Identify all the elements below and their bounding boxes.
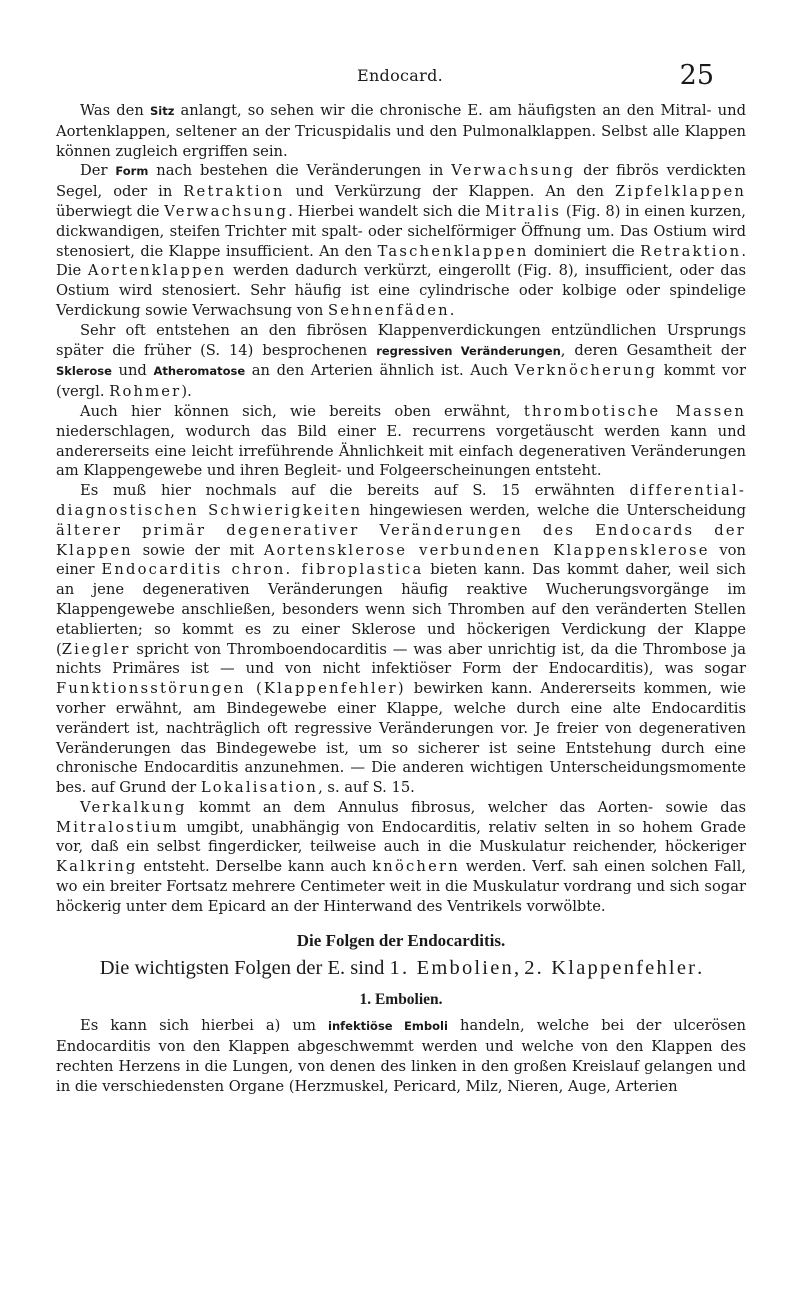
spaced-term: Verwachsung xyxy=(164,202,289,220)
text-run: . xyxy=(697,957,703,980)
text-run: der fibrös verdickten Segel, oder in xyxy=(56,162,746,201)
spaced-term: Aortenklappen xyxy=(87,262,227,280)
paragraph-differential xyxy=(56,481,746,798)
text-run: dominiert die xyxy=(528,242,641,260)
text-run: hingewiesen werden, welche die Unterscheidung xyxy=(362,501,746,519)
text-run: Es kann sich hierbei a) um xyxy=(80,1017,329,1035)
spaced-term: Kalkring xyxy=(56,858,138,876)
text-run: Die wichtigsten Folgen der E. sind xyxy=(99,957,390,980)
text-run: bewirken kann. Andererseits kommen, wie vorher erwähnt, am Bindegewebe einer Klappe, welche durch eine alte Endocarditis verändert ist, nachträglich oft regressive Veränderungen vor. Je freier von degenerativen Veränderungen das Bindegewebe ist, um so sicherer ist seine Entstehung durch eine chronische Endocarditis anzunehmen. — Die anderen wichtigen Unterscheidungsmomente bes. auf Grund der xyxy=(56,680,746,797)
spaced-term: differential-diagnostischen Schwierigkeiten xyxy=(56,482,746,519)
text-run: umgibt, unabhängig von Endocarditis, relativ selten in so hohem Grade vor, daß ein selbst fingerdicker, teilweise auch in die Muskulatur reichender, höckeriger xyxy=(56,818,746,856)
spaced-term: älterer primär degenerativer Veränderungen des Endocards der Klappen xyxy=(56,521,746,559)
spaced-term: Lokalisation xyxy=(200,779,319,797)
bold-term: regressiven Veränderungen xyxy=(376,343,561,358)
text-run: entsteht. Derselbe kann auch xyxy=(137,858,373,876)
spaced-term: knöchern xyxy=(372,858,460,876)
bold-term: Form xyxy=(115,164,149,179)
section-heading: Die Folgen der Endocarditis. xyxy=(296,930,506,950)
paragraph-embolien xyxy=(56,1016,746,1096)
text-run: , xyxy=(513,957,525,980)
spaced-term: Ziegler xyxy=(61,640,131,658)
spaced-term: Rohmer xyxy=(109,383,182,401)
text-run: . Hierbei wandelt sich die xyxy=(288,202,486,220)
spaced-term: Aortensklerose verbundenen Klappensklerose xyxy=(263,541,710,559)
spaced-term: Zipfelklappen xyxy=(614,183,746,201)
text-run: . Die xyxy=(56,242,746,280)
text-run: anlangt, so sehen wir die chronische E. am häufigsten an den Mitral- und Aortenklappen, seltener an der Tricuspidalis und den Pulmonalklappen. Selbst alle Klappen können zugleich ergriffen sein. xyxy=(56,102,746,160)
text-run: Auch hier können sich, wie bereits oben erwähnt, xyxy=(80,402,524,420)
body-text xyxy=(56,101,746,1096)
page-number: 25 xyxy=(679,60,714,91)
text-run: , s. auf S. 15. xyxy=(318,779,415,797)
text-run: spricht von Thromboendocarditis — was aber unrichtig ist, da die Thrombose ja nichts Primäres ist — und von nicht infektiöser Form der Endocarditis), was sogar xyxy=(56,640,746,678)
text-run: handeln, welche bei der ulcerösen Endocarditis von den Klappen abgeschwemmt werden und welche von den Klappen des rechten Herzens in die Lungen, von denen des linken in den großen Kreislauf gelangen und in die verschiedensten Organe (Herzmuskel, Pericard, Milz, Nieren, Auge, Arterien xyxy=(56,1017,746,1095)
text-run: sowie der mit xyxy=(132,541,264,559)
spaced-term: Retraktion xyxy=(183,183,285,201)
running-title: Endocard. xyxy=(356,66,444,85)
text-run: nach bestehen die Veränderungen in xyxy=(148,162,452,180)
text-run: Der xyxy=(80,162,116,180)
spaced-term: Endocarditis chron. fibroplastica xyxy=(101,561,424,579)
spaced-term: Verwachsung xyxy=(451,162,576,180)
text-run: niederschlagen, wodurch das Bild einer E. recurrens vorgetäuscht werden kann und andererseits eine leicht irreführende Ähnlichkeit mit einfach degenerativen Veränderungen am Klappengewebe und ihren Begleit- und Folgeerscheinungen entsteht. xyxy=(56,422,746,480)
spaced-term: Mitralostium xyxy=(56,818,179,836)
text-run: ). xyxy=(181,383,192,401)
text-run: werden dadurch verkürzt, eingerollt (Fig. 8), insufficient, oder das Ostium wird stenosiert. Sehr häufig ist eine cylindrische oder kolbige oder spindelige Verdickung sowie Verwachsung von xyxy=(56,262,746,319)
text-run: und Verkürzung der Klappen. An den xyxy=(284,183,615,201)
text-run: bieten kann. Das kommt daher, weil sich an jene degenerativen Veränderungen häufig reaktive Wucherungsvorgänge im Klappengewebe anschließen, besonders wenn sich Thromben auf den veränderten Stellen etablierten; so kommt es zu einer Sklerose und höckerigen Verdickung der Klappe ( xyxy=(56,561,746,658)
text-run: . xyxy=(449,301,455,319)
bold-term: Sitz xyxy=(149,104,175,118)
spaced-term: Sehnenfäden xyxy=(327,301,450,319)
spaced-term: Verkalkung xyxy=(80,798,187,816)
text-run: kommt vor (vergl. xyxy=(56,362,747,401)
paragraph-verkalkung xyxy=(56,798,746,917)
paragraph-form xyxy=(56,161,746,320)
running-head xyxy=(0,60,800,100)
spaced-term: Retraktion xyxy=(640,242,742,260)
paragraph-regressive xyxy=(56,321,746,402)
text-run: Es muß hier nochmals auf die bereits auf S. 15 erwähnten xyxy=(80,482,630,500)
text-run: Sehr oft entstehen an den fibrösen Klappenverdickungen entzündlichen Ursprungs später die früher (S. 14) besprochenen xyxy=(56,321,746,359)
spaced-term: Mitralis xyxy=(485,202,562,220)
text-run: überwiegt die xyxy=(56,202,165,220)
spaced-term: thrombotische Massen xyxy=(523,402,746,420)
text-run: an den Arterien ähnlich ist. Auch xyxy=(245,362,515,380)
subsection-heading: 1. Embolien. xyxy=(359,991,443,1009)
spaced-term: Taschenklappen xyxy=(377,242,529,260)
spaced-term: Verknöcherung xyxy=(514,362,658,380)
text-run: Was den xyxy=(80,102,150,119)
text-run: und xyxy=(111,362,154,380)
paragraph-sitz xyxy=(56,101,746,161)
bold-term: Atheromatose xyxy=(153,364,246,379)
paragraph-thrombotic xyxy=(56,402,746,481)
spaced-term: 1. Embolien xyxy=(389,957,514,980)
text-run: kommt an dem Annulus fibrosus, welcher das Aorten- sowie das xyxy=(186,798,746,816)
text-run: , deren Gesamtheit der xyxy=(560,341,747,359)
spaced-term: 2. Klappenfehler xyxy=(524,957,698,980)
text-run: werden. Verf. sah einen solchen Fall, wo ein breiter Fortsatz mehrere Centimeter weit in die Muskulatur vordrang und sich sogar höckerig unter dem Epicard an der Hinterwand des Ventrikels vorwölbte. xyxy=(56,858,746,915)
section-subtitle xyxy=(56,956,746,980)
bold-term: Sklerose xyxy=(56,364,112,379)
bold-term: infektiöse Emboli xyxy=(328,1019,448,1034)
spaced-term: Funktionsstörungen (Klappenfehler) xyxy=(56,680,406,698)
text-run: von einer xyxy=(56,541,746,579)
text-run: (Fig. 8) in einen kurzen, dickwandigen, steifen Trichter mit spalt- oder sichelförmiger Öffnung um. Das Ostium wird stenosiert, die Klappe insufficient. An den xyxy=(56,202,746,260)
